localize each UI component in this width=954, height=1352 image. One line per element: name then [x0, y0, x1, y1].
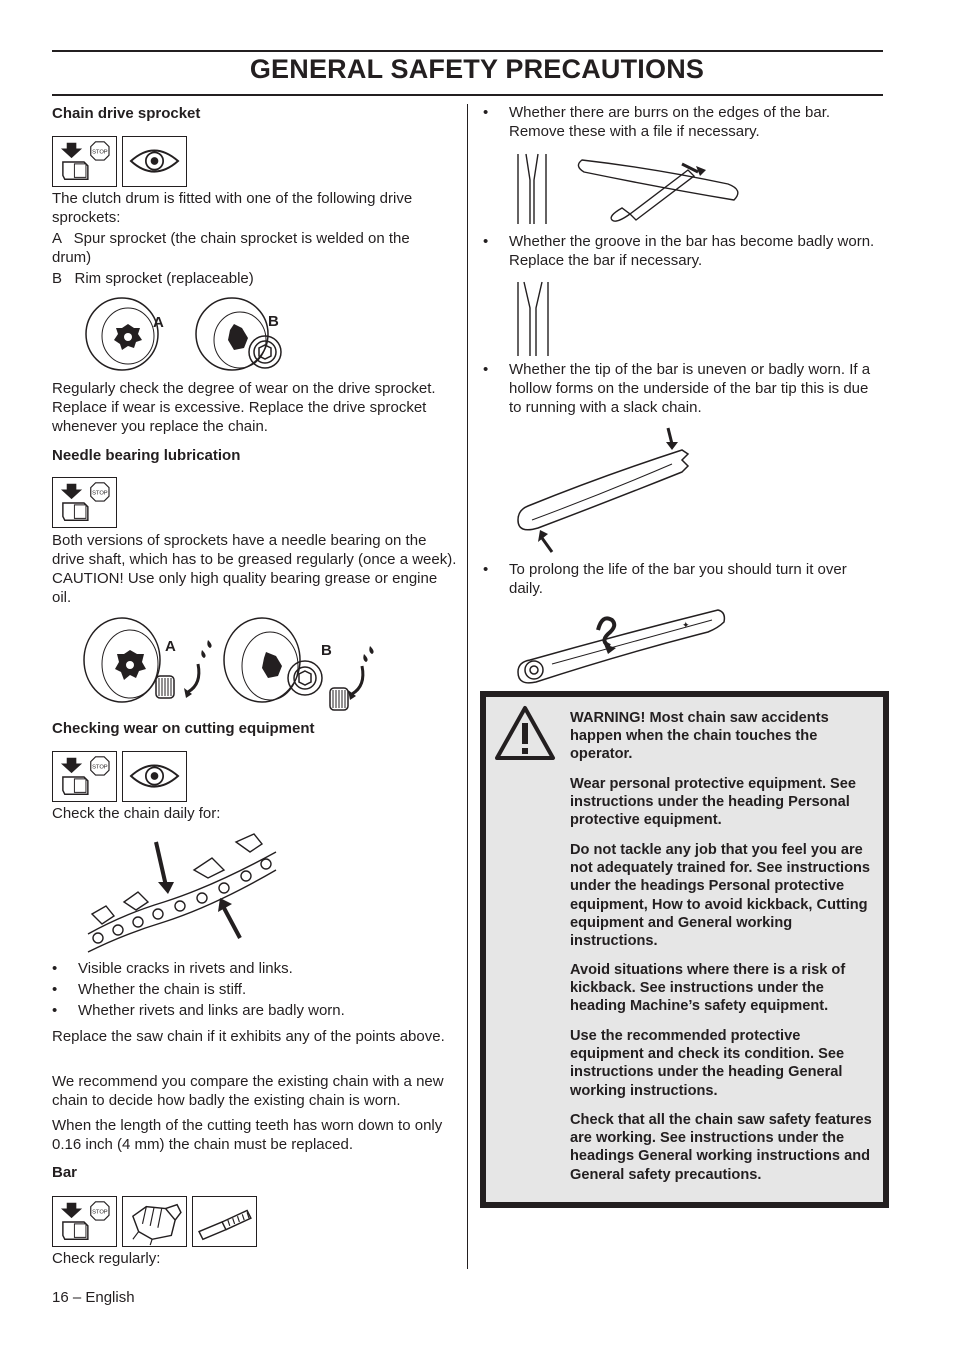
svg-text:STOP: STOP [92, 764, 108, 771]
needle-heading: Needle bearing lubrication [52, 447, 241, 464]
warning-box-inner [486, 697, 883, 1202]
wear-heading: Checking wear on cutting equipment [52, 720, 315, 737]
warning-triangle-icon [494, 705, 556, 761]
sprocket-figure [80, 294, 290, 374]
stop-engine-icon [52, 1196, 117, 1247]
warning-paragraph: Use the recommended protective equipment and check its condition. See instructions under the heading General working instructions. [570, 1028, 845, 1099]
bar-turn-figure [512, 604, 728, 688]
chain-drive-p1: The clutch drum is fitted with one of the following drive sprockets: [52, 190, 413, 226]
bar-file-figure [512, 150, 742, 228]
svg-text:A: A [153, 314, 164, 331]
chain-drive-heading: Chain drive sprocket [52, 105, 201, 122]
wear-p3: We recommend you compare the existing chain with a new chain to decide how badly the existing chain is worn. [52, 1073, 444, 1109]
warning-paragraph: Check that all the chain saw safety features are working. See instructions under the headings General working instructions and General safety precautions. [570, 1112, 872, 1183]
warning-paragraph: Do not tackle any job that you feel you are not adequately trained for. See instructions under the headings Personal protective equipment, How to avoid kickback, Cutting equipment and General working instructions. [570, 842, 871, 950]
stop-engine-icon [52, 477, 117, 528]
svg-text:STOP: STOP [92, 1209, 108, 1216]
header-rule-top [52, 50, 883, 52]
bar-tip-figure [512, 424, 692, 558]
wear-bullet-text: Whether rivets and links are badly worn. [78, 1002, 345, 1019]
svg-text:A: A [165, 638, 176, 655]
bar-heading: Bar [52, 1164, 78, 1181]
chain-drive-item-b: B Rim sprocket (replaceable) [52, 270, 254, 287]
eye-inspect-icon [122, 136, 187, 187]
bar-p1: Check regularly: [52, 1250, 161, 1267]
needle-p1: Both versions of sprockets have a needle bearing on the drive shaft, which has to be greased regularly (once a week). CAUTION! Use only high quality bearing grease or engine oil. [52, 532, 457, 606]
bar-check-text: To prolong the life of the bar you should turn it over daily. [509, 561, 847, 597]
svg-text:B: B [268, 313, 279, 330]
bar-groove-figure [514, 280, 554, 358]
wear-p2: Replace the saw chain if it exhibits any of the points above. [52, 1028, 445, 1045]
protective-glove-icon [122, 1196, 187, 1247]
wear-p4: When the length of the cutting teeth has worn down to only 0.16 inch (4 mm) the chain must be replaced. [52, 1117, 443, 1153]
warning-box [480, 691, 889, 1208]
svg-text:B: B [321, 642, 332, 659]
warning-paragraph: WARNING! Most chain saw accidents happen when the chain touches the operator. [570, 710, 829, 763]
stop-engine-icon [52, 751, 117, 802]
svg-text:STOP: STOP [92, 490, 108, 497]
page-number: 16 – English [52, 1289, 135, 1306]
svg-text:✦: ✦ [682, 620, 690, 630]
warning-paragraph: Wear personal protective equipment. See instructions under the heading Personal protective equipment. [570, 776, 857, 829]
chain-drive-item-a: A Spur sprocket (the chain sprocket is welded on the drum) [52, 230, 414, 266]
eye-inspect-icon [122, 751, 187, 802]
wear-p1: Check the chain daily for: [52, 805, 221, 822]
stop-engine-icon [52, 136, 117, 187]
warning-paragraph: Avoid situations where there is a risk of kickback. See instructions under the heading Machine’s safety equipment. [570, 962, 846, 1015]
wear-bullet-text: Visible cracks in rivets and links. [78, 960, 293, 977]
column-divider [467, 104, 468, 1269]
brush-icon [192, 1196, 257, 1247]
svg-text:STOP: STOP [92, 149, 108, 156]
bar-check-text: Whether there are burrs on the edges of the bar. Remove these with a file if necessary. [509, 104, 831, 140]
page-title: GENERAL SAFETY PRECAUTIONS [249, 54, 705, 84]
saw-chain-figure [84, 830, 284, 958]
header-rule-bottom [52, 94, 883, 96]
wear-bullet-text: Whether the chain is stiff. [78, 981, 247, 998]
bar-check-text: Whether the tip of the bar is uneven or badly worn. If a hollow forms on the underside of the bar tip this is due to running with a slack chain. [509, 361, 871, 416]
chain-drive-p2: Regularly check the degree of wear on the drive sprocket. Replace if wear is excessive. Replace the drive sprocket whenever you replace the chain. [52, 380, 436, 435]
bar-check-text: Whether the groove in the bar has become badly worn. Replace the bar if necessary. [509, 233, 875, 269]
needle-bearing-figure [80, 614, 380, 718]
